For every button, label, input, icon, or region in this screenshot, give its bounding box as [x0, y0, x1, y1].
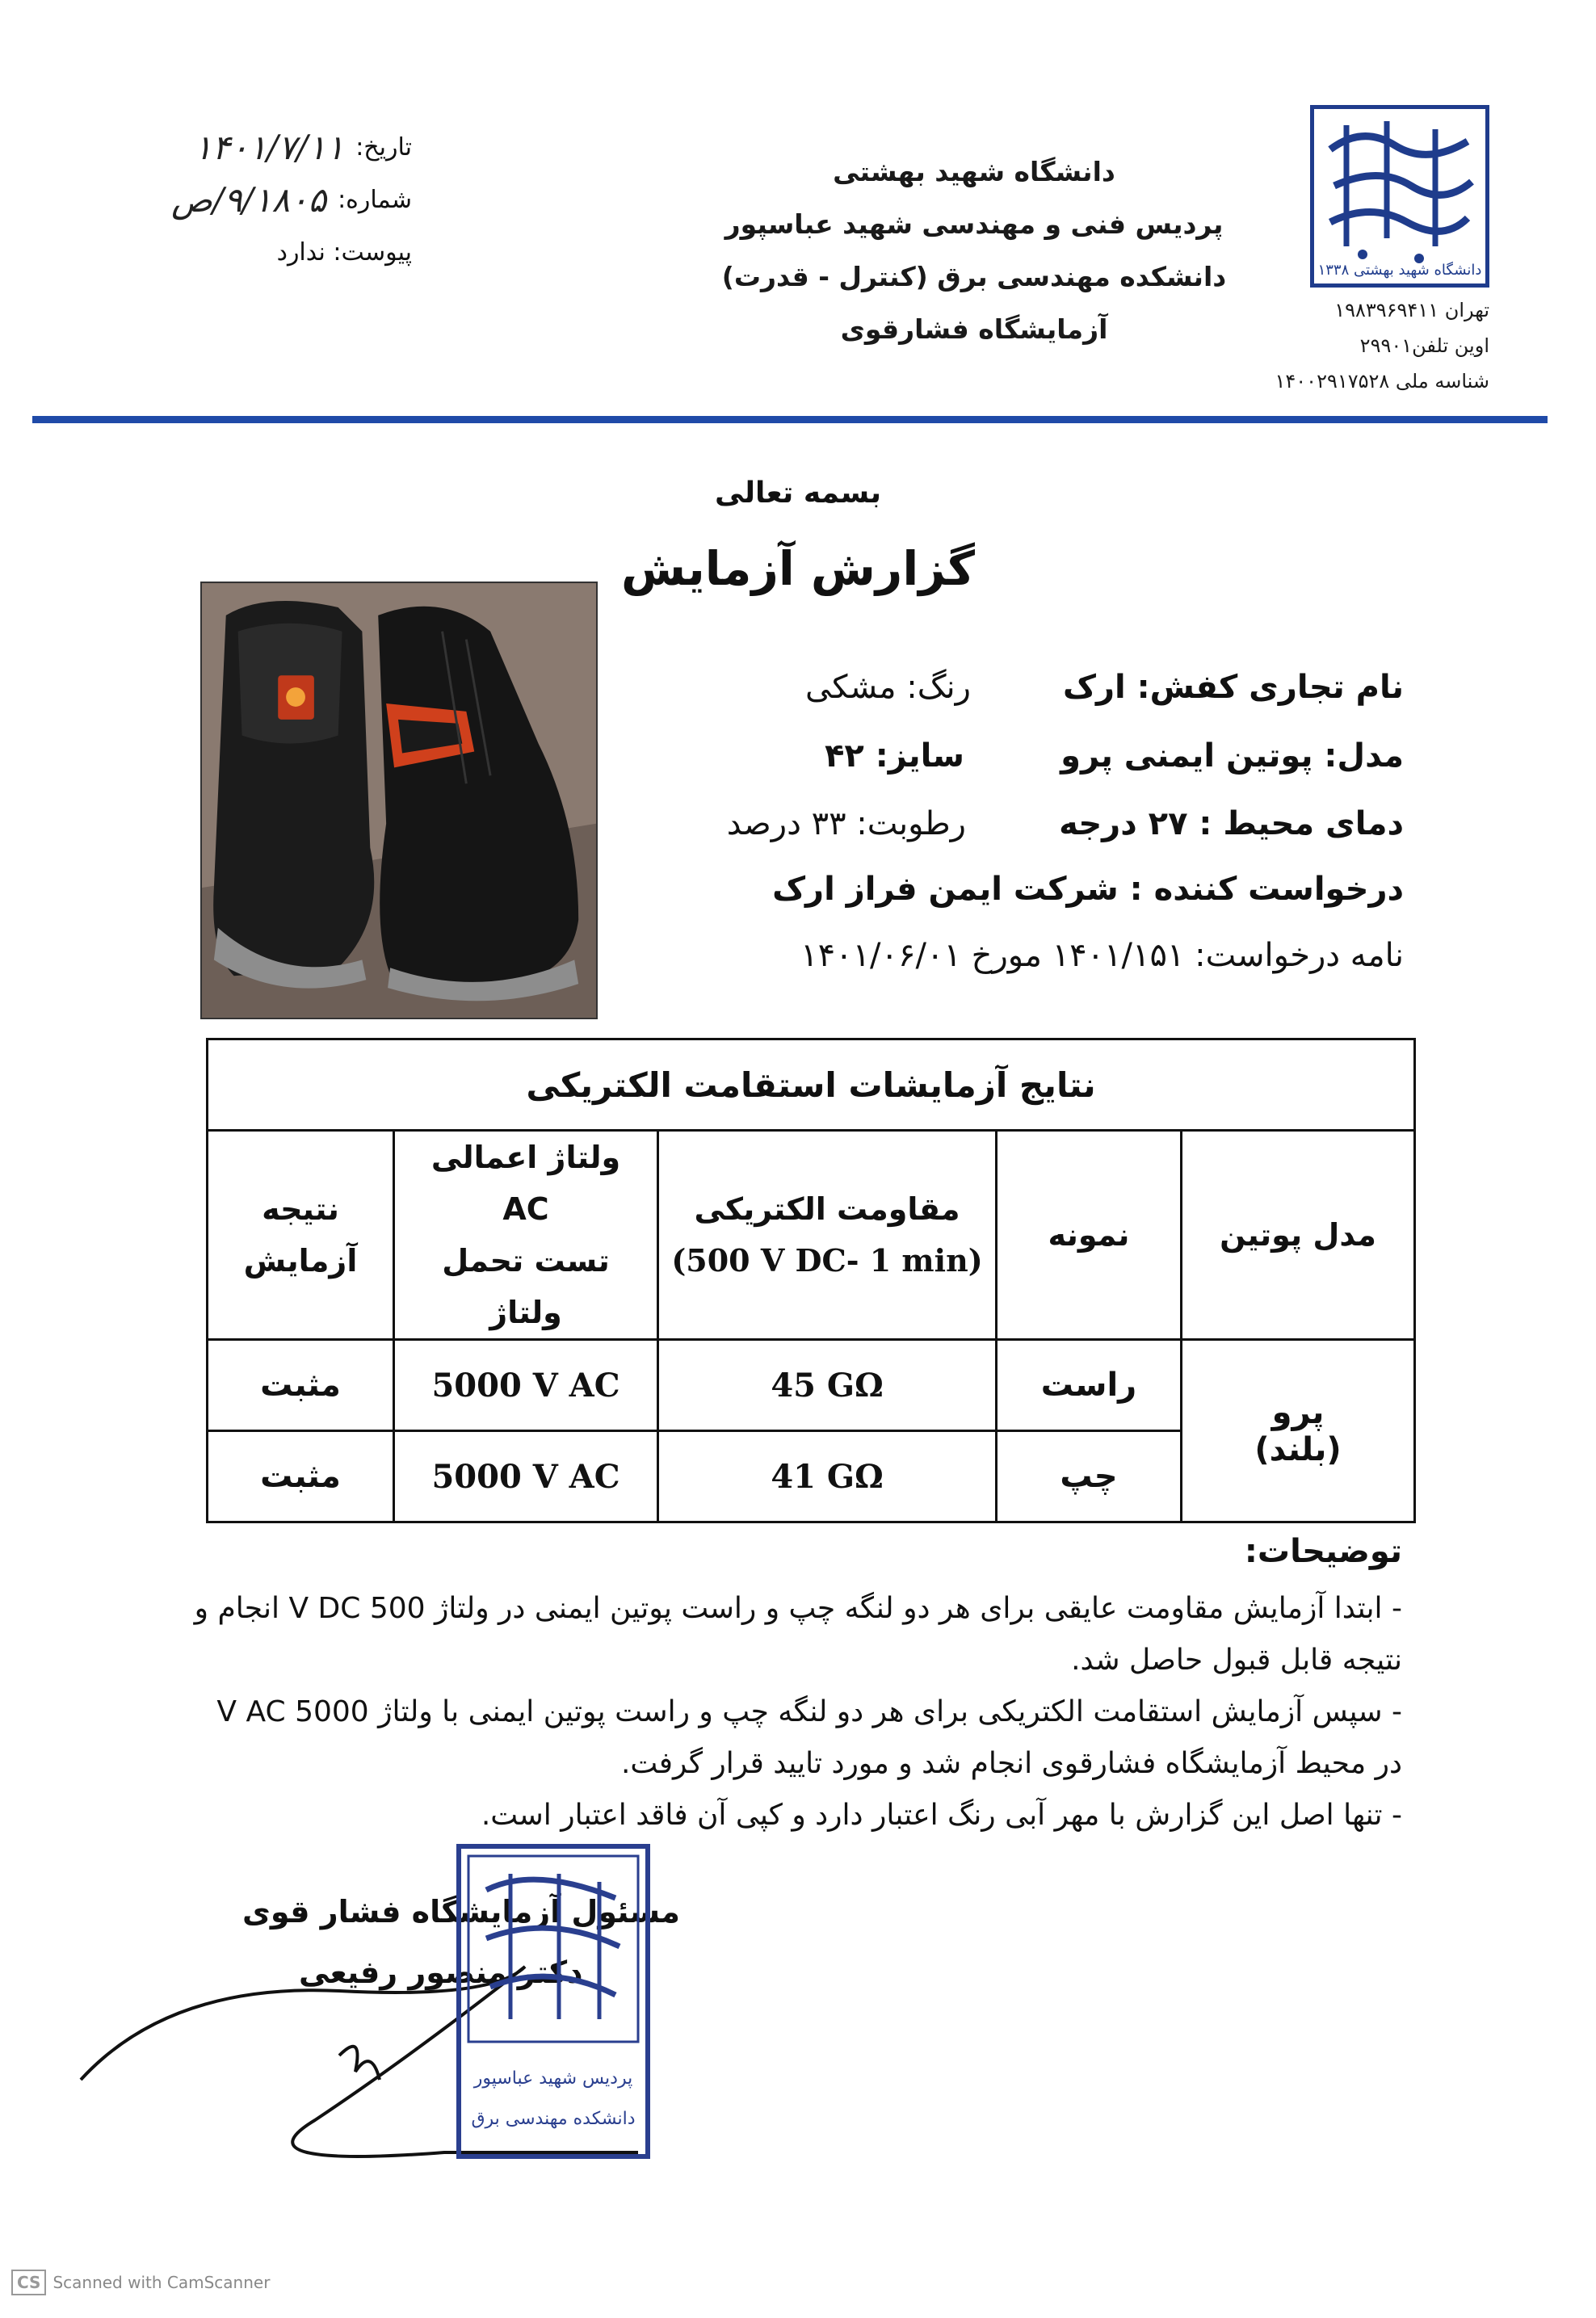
- scanner-watermark: [11, 2270, 270, 2295]
- model-variant: (بلند): [1254, 1430, 1342, 1468]
- humidity-info: رطوبت: ۳۳ درصد: [726, 805, 966, 842]
- university-logo: [1310, 105, 1489, 288]
- notes-title: توضیحات:: [1244, 1533, 1402, 1570]
- voltage-cell: 5000 V AC: [394, 1431, 658, 1522]
- signer-title: مسئول آزمایشگاه فشار قوی: [242, 1894, 680, 1930]
- header-voltage-subtitle: تست تحمل ولتاژ: [442, 1243, 610, 1330]
- header-voltage-title: ولتاژ اعمالی AC: [430, 1140, 621, 1227]
- table-caption-row: [208, 1039, 1415, 1131]
- table-caption: نتایج آزمایشات استقامت الکتریکی: [208, 1039, 1415, 1131]
- boots-photo: [200, 582, 598, 1019]
- date-value: ۱۴۰۱/۷/۱۱: [193, 128, 345, 167]
- sample-cell: چپ: [997, 1431, 1182, 1522]
- header-resistance-title: مقاومت الکتریکی: [694, 1191, 960, 1227]
- size-info: سایز: ۴۲: [824, 737, 964, 775]
- header-sample: نمونه: [997, 1131, 1182, 1340]
- note-item-2: - سپس آزمایش استقامت الکتریکی برای هر دو لنگه چپ و راست پوتین ایمنی با ولتاژ 5000 V AC در محیط آزمایشگاه فشارقوی انجام شد و مورد تایید قرار گرفت.: [216, 1695, 1402, 1780]
- svg-text:دانشکده مهندسی برق: دانشکده مهندسی برق: [471, 2109, 636, 2129]
- besmellah: بسمه تعالی: [715, 477, 881, 510]
- note-item-1: - ابتدا آزمایش مقاومت عایقی برای هر دو لنگه چپ و راست پوتین ایمنی در ولتاژ 500 V DC انجام و نتیجه قابل قبول حاصل شد.: [194, 1592, 1402, 1677]
- header-result: نتیجه آزمایش: [208, 1131, 394, 1340]
- camscanner-logo: CS: [11, 2270, 46, 2295]
- voltage-cell: 5000 V AC: [394, 1340, 658, 1431]
- attachment-text: پیوست: ندارد: [276, 238, 412, 267]
- camscanner-text: Scanned with CamScanner: [52, 2273, 271, 2292]
- signer-name: دکتر منصور رفیعی: [299, 1955, 583, 1990]
- number-value: ۹/۱۸۰۵/ص: [171, 180, 327, 220]
- ambient-temp-info: دمای محیط : ۲۷ درجه: [1059, 805, 1404, 842]
- request-letter-info: نامه درخواست: ۱۴۰۱/۱۵۱ مورخ ۱۴۰۱/۰۶/۰۱: [800, 937, 1404, 974]
- table-header-row: [208, 1131, 1415, 1340]
- logo-calligraphy-icon: [1314, 109, 1485, 283]
- requester-info: درخواست کننده : شرکت ایمن فراز ارک: [772, 871, 1404, 908]
- date-label: تاریخ:: [355, 133, 412, 162]
- safety-boots-image: [202, 583, 596, 1018]
- brand-info: نام تجاری کفش: ارک: [1063, 669, 1404, 706]
- header-voltage: [394, 1131, 658, 1340]
- attachment-row: [73, 226, 412, 279]
- result-cell: مثبت: [208, 1340, 394, 1431]
- result-cell: مثبت: [208, 1431, 394, 1522]
- lab-name: آزمایشگاه فشارقوی: [840, 313, 1108, 345]
- date-row: [73, 121, 412, 174]
- svg-text:دانشگاه شهید بهشتی ۱۳۳۸: دانشگاه شهید بهشتی ۱۳۳۸: [1317, 262, 1482, 279]
- university-name: دانشگاه شهید بهشتی: [833, 156, 1115, 187]
- number-row: [73, 174, 412, 226]
- color-info: رنگ: مشکی: [805, 669, 971, 706]
- header-divider: [32, 416, 1548, 423]
- model-info: مدل: پوتین ایمنی پرو: [1060, 737, 1404, 775]
- official-stamp: [454, 1841, 653, 2161]
- header-model: مدل پوتین: [1182, 1131, 1415, 1340]
- document-meta: [73, 121, 412, 279]
- note-item-3: - تنها اصل این گزارش با مهر آبی رنگ اعتبار دارد و کپی آن فاقد اعتبار است.: [481, 1799, 1402, 1832]
- table-row: [208, 1340, 1415, 1431]
- number-label: شماره:: [338, 186, 412, 214]
- model-value: پرو: [1271, 1393, 1325, 1431]
- resistance-cell: 41 GΩ: [658, 1431, 997, 1522]
- results-table: [206, 1038, 1416, 1523]
- report-title: گزارش آزمایش: [620, 541, 976, 596]
- sample-cell: راست: [997, 1340, 1182, 1431]
- header-resistance-condition: (500 V DC- 1 min): [671, 1242, 983, 1279]
- faculty-name: دانشکده مهندسی برق (کنترل - قدرت): [721, 261, 1227, 292]
- org-contact-info: [1223, 292, 1489, 399]
- svg-text:پردیس شهید عباسپور: پردیس شهید عباسپور: [473, 2068, 633, 2089]
- org-phone-line: تهران ۱۹۸۳۹۶۹۴۱۱: [1334, 299, 1489, 321]
- header-resistance: [658, 1131, 997, 1340]
- model-cell: [1182, 1340, 1415, 1522]
- stamp-seal-icon: [454, 1841, 653, 2161]
- institution-block: [691, 145, 1257, 355]
- org-national-id: شناسه ملی ۱۴۰۰۲۹۱۷۵۲۸: [1275, 370, 1489, 393]
- org-address-line: اوین تلفن۲۹۹۰۱: [1359, 334, 1489, 357]
- resistance-cell: 45 GΩ: [658, 1340, 997, 1431]
- campus-name: پردیس فنی و مهندسی شهید عباسپور: [724, 208, 1224, 240]
